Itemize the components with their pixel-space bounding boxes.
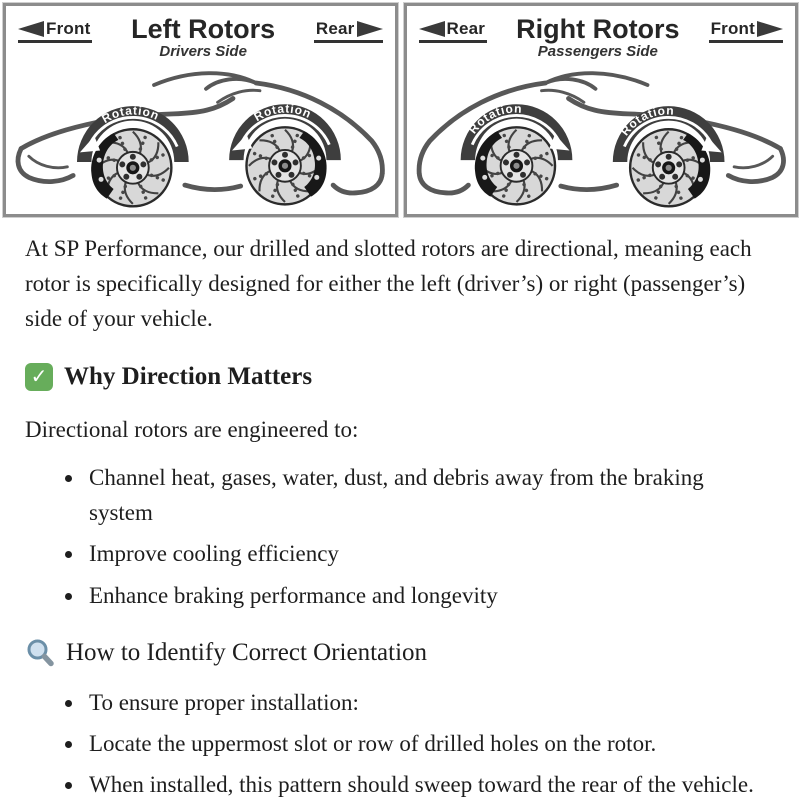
right-panel-header [407, 6, 796, 61]
rear-direction-marker [419, 19, 488, 43]
arrow-right-icon [757, 21, 783, 37]
front-label: Front [710, 19, 755, 38]
rear-direction-marker [314, 19, 383, 43]
left-panel-subtitle: Drivers Side [159, 43, 247, 61]
list-item: • Improve cooling efficiency [85, 536, 772, 571]
benefits-list [25, 460, 772, 613]
installation-list [25, 685, 772, 803]
why-direction-matters-heading [25, 358, 772, 396]
rotor-direction-diagram [0, 0, 800, 217]
list-item: • Enhance braking performance and longevity [85, 578, 772, 613]
identify-orientation-heading [25, 634, 772, 672]
left-panel-title: Left Rotors [131, 14, 276, 44]
checkmark-icon: ✓ [25, 363, 53, 391]
left-rotors-panel [3, 3, 398, 217]
right-rotors-panel [404, 3, 799, 217]
list-item: • Channel heat, gases, water, dust, and debris away from the braking system [85, 460, 772, 530]
rear-label: Rear [446, 19, 486, 38]
left-panel-header [6, 6, 395, 61]
right-car-illustration [407, 58, 796, 214]
rotor-article [0, 217, 800, 803]
right-panel-subtitle: Passengers Side [537, 43, 658, 61]
list-item: • When installed, this pattern should sweep toward the rear of the vehicle. [85, 767, 772, 802]
front-label: Front [46, 19, 91, 38]
heading-text: How to Identify Correct Orientation [66, 638, 428, 666]
arrow-left-icon [18, 21, 44, 37]
front-direction-marker [18, 19, 92, 43]
front-direction-marker [709, 19, 783, 43]
list-item: • To ensure proper installation: [85, 685, 772, 720]
rear-label: Rear [315, 19, 355, 38]
engineered-to-lead: Directional rotors are engineered to: [25, 416, 359, 442]
magnifier-icon [25, 638, 55, 668]
arrow-left-icon [419, 21, 445, 37]
right-panel-title: Right Rotors [516, 14, 680, 44]
heading-text: Why Direction Matters [64, 362, 313, 390]
left-car-illustration [6, 58, 395, 214]
intro-paragraph: At SP Performance, our drilled and slotted rotors are directional, meaning each rotor is specifically designed for either the left (driver’s) or right (passenger’s) side of your vehicle. [25, 236, 752, 332]
list-item: • Locate the uppermost slot or row of drilled holes on the rotor. [85, 726, 772, 761]
arrow-right-icon [357, 21, 383, 37]
